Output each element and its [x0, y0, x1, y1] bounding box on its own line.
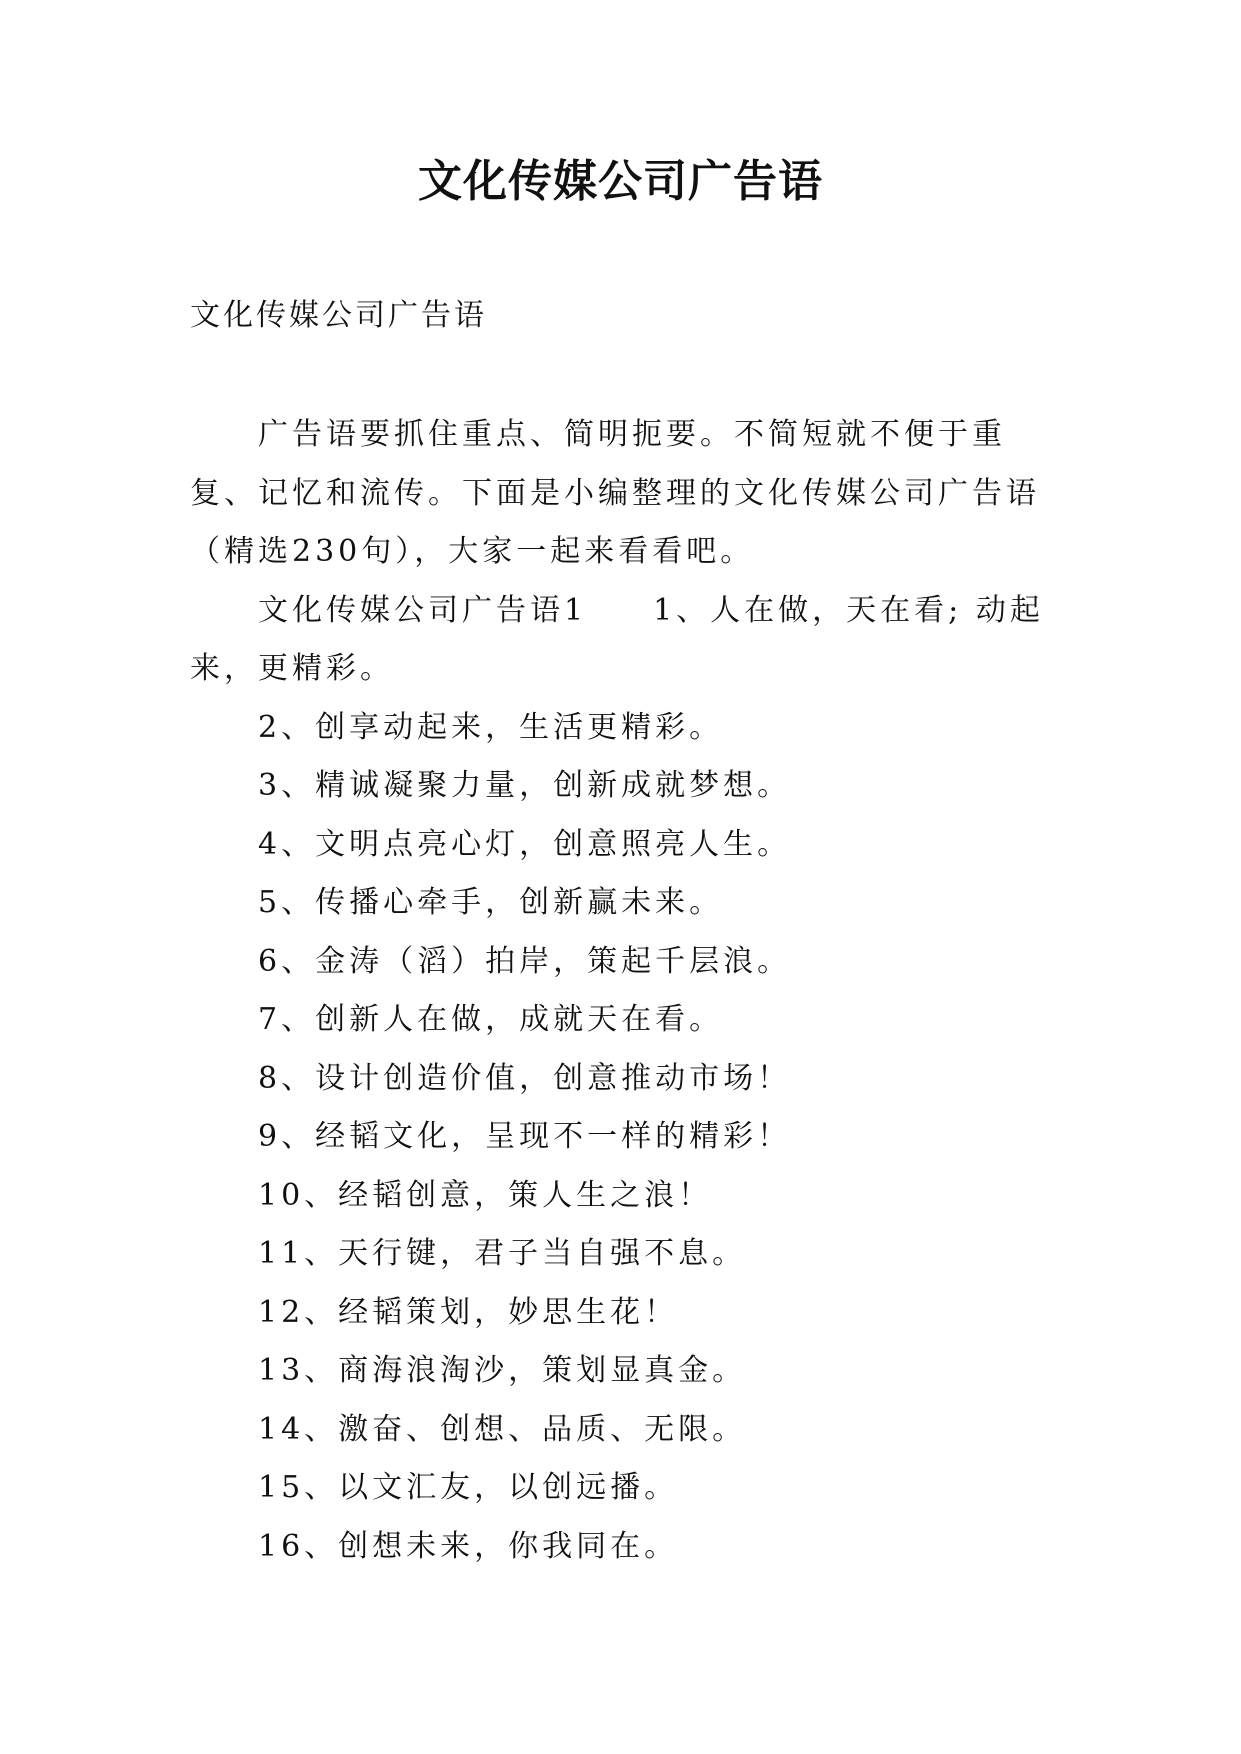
- list-item: 2、创享动起来，生活更精彩。: [258, 709, 724, 745]
- list-item: 15、以文汇友，以创远播。: [258, 1470, 679, 1505]
- list-item: 10、经韬创意，策人生之浪！: [258, 1177, 713, 1213]
- intro-paragraph: 广告语要抓住重点、简明扼要。不简短就不便于重复、记忆和流传。下面是小编整理的文化传媒公司广告语（精选230句），大家一起来看看吧。: [190, 417, 1040, 569]
- list-item: 4、文明点亮心灯，创意照亮人生。: [258, 826, 792, 862]
- list-item: 3、精诚凝聚力量，创新成就梦想。: [258, 768, 792, 803]
- list-item: 13、商海浪淘沙，策划显真金。: [258, 1353, 747, 1388]
- list-item: 12、经韬策划，妙思生花！: [258, 1294, 679, 1330]
- list-item: 9、经韬文化，呈现不一样的精彩！: [258, 1119, 792, 1154]
- list-item: 11、天行键，君子当自强不息。: [258, 1236, 747, 1271]
- list-item: 8、设计创造价值，创意推动市场！: [258, 1060, 792, 1096]
- document-title: 文化传媒公司广告语: [418, 156, 823, 207]
- section-heading: 文化传媒公司广告语1: [258, 592, 588, 628]
- list-item: 14、激奋、创想、品质、无限。: [258, 1411, 747, 1447]
- list-item: 16、创想未来，你我同在。: [258, 1528, 679, 1564]
- list-item: 5、传播心牵手，创新赢未来。: [258, 885, 724, 920]
- document-subtitle: 文化传媒公司广告语: [190, 298, 487, 333]
- list-item: 7、创新人在做，成就天在看。: [258, 1002, 724, 1037]
- first-slogan: 1、人在做，天在看; 动起来，更精彩。: [190, 592, 1044, 686]
- section-paragraph: [190, 582, 1070, 699]
- document-body: [190, 406, 1070, 1576]
- list-item: 6、金涛（滔）拍岸，策起千层浪。: [258, 943, 792, 979]
